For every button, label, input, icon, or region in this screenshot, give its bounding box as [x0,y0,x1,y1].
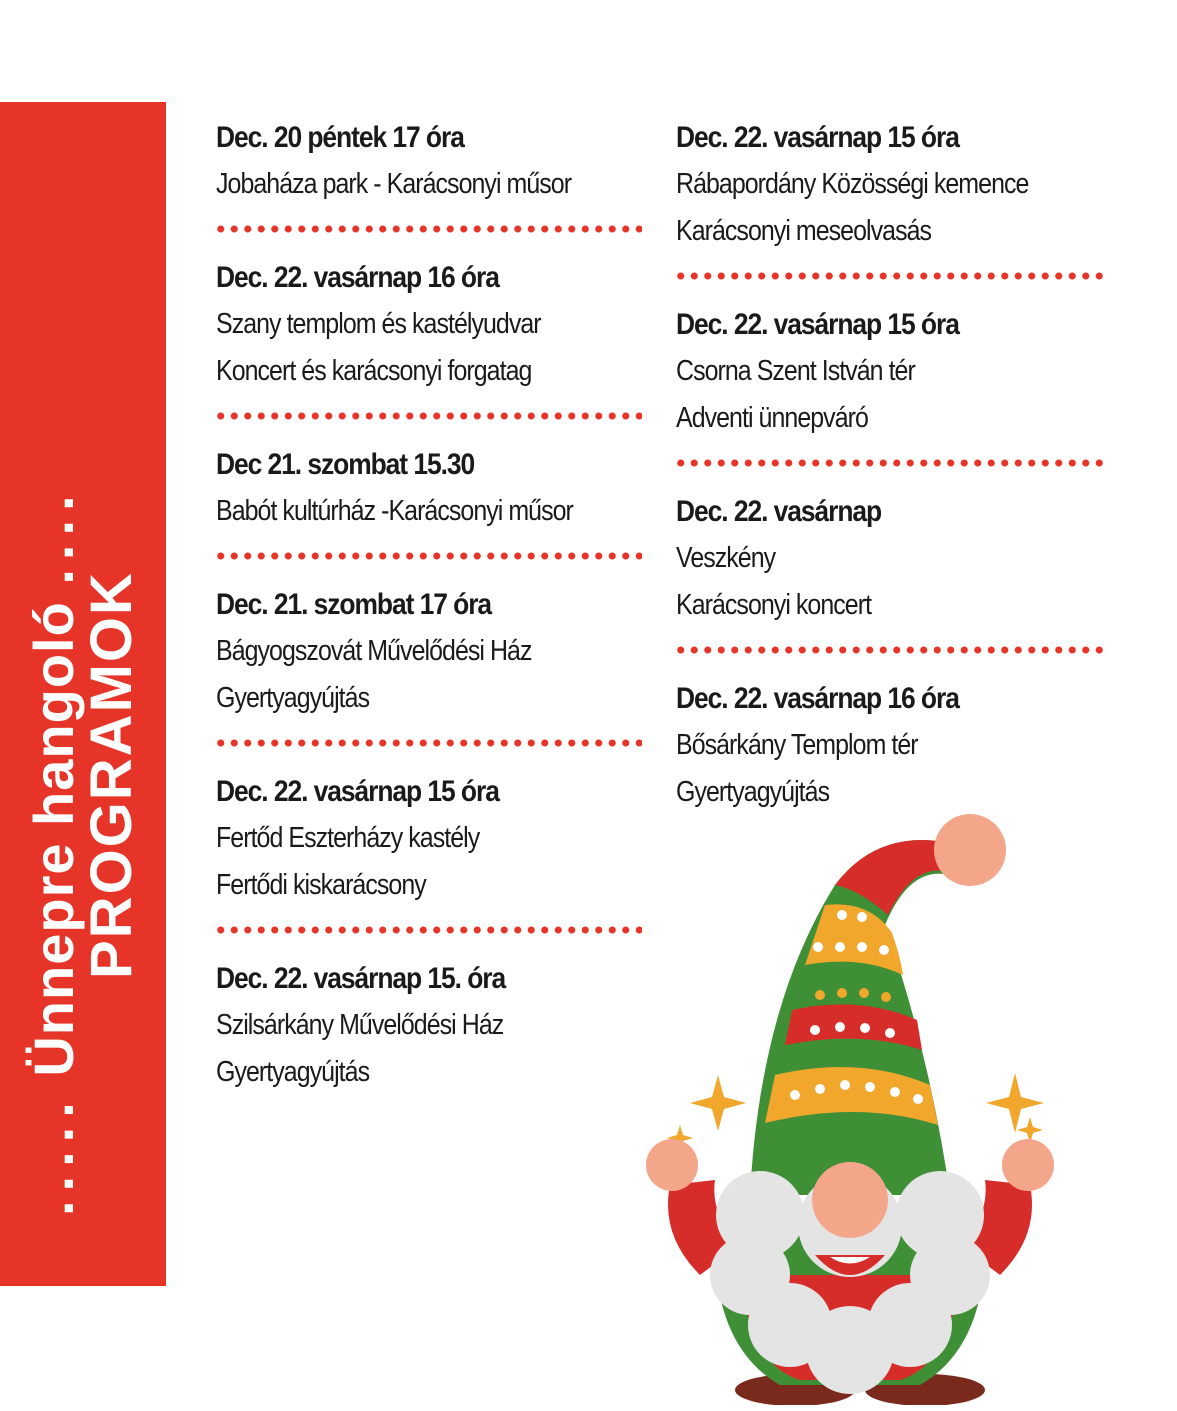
event-detail: Adventi ünnepváró [676,402,868,434]
dotted-divider [214,224,642,234]
sidebar-heading: PROGRAMOK [78,571,144,979]
event-detail: Jobaháza park - Karácsonyi műsor [216,168,572,200]
event-detail: Rábapordány Közösségi kemence [676,168,1029,200]
event-detail: Koncert és karácsonyi forgatag [216,355,532,387]
event-detail: Bősárkány Templom tér [676,729,918,761]
event-item [216,955,646,1096]
dotted-divider [674,645,1104,655]
event-detail: Karácsonyi koncert [676,589,872,621]
event-detail: Bágyogszovát Művelődési Ház [216,635,532,667]
event-item [216,581,646,722]
event-date: Dec. 22. vasárnap 15 óra [676,121,959,154]
sidebar-title-line1 [21,246,85,1346]
sidebar-subtitle: Ünnepre hangoló [21,601,85,1077]
event-item [676,301,1116,442]
event-date: Dec. 22. vasárnap [676,495,882,528]
event-detail: Gyertyagyújtás [216,682,370,714]
event-detail: Szany templom és kastélyudvar [216,308,541,340]
dotted-divider [214,551,642,561]
event-date: Dec. 22. vasárnap 16 óra [216,261,499,294]
dotted-divider [214,411,642,421]
event-detail: Gyertyagyújtás [676,776,830,808]
sidebar-dots-left: ..... [21,1093,85,1216]
event-detail: Csorna Szent István tér [676,355,915,387]
dotted-divider [214,738,642,748]
dotted-divider [674,458,1104,468]
event-date: Dec. 20 péntek 17 óra [216,121,464,154]
event-detail: Babót kultúrház -Karácsonyi műsor [216,495,573,527]
event-detail: Fertődi kiskarácsony [216,869,426,901]
event-detail: Karácsonyi meseolvasás [676,215,932,247]
event-item [216,254,646,395]
event-detail: Veszkény [676,542,776,574]
event-detail: Szilsárkány Művelődési Ház [216,1009,504,1041]
event-item [676,114,1116,255]
event-date: Dec 21. szombat 15.30 [216,448,475,481]
event-detail: Fertőd Eszterházy kastély [216,822,480,854]
event-item [676,675,1116,816]
event-detail: Gyertyagyújtás [216,1056,370,1088]
events-right-column [676,114,1116,816]
sidebar-banner [0,102,166,1286]
dotted-divider [674,271,1104,281]
sidebar-title [21,246,144,1346]
event-date: Dec. 22. vasárnap 15. óra [216,962,506,995]
event-date: Dec. 22. vasárnap 15 óra [216,775,499,808]
dotted-divider [214,925,642,935]
event-item [216,768,646,909]
events-left-column [216,114,646,1096]
event-date: Dec. 21. szombat 17 óra [216,588,492,621]
event-item [216,114,646,208]
sidebar-dots-right: .... [21,486,85,585]
event-item [676,488,1116,629]
event-item [216,441,646,535]
event-date: Dec. 22. vasárnap 16 óra [676,682,959,715]
christmas-gnome-illustration [630,805,1070,1405]
event-date: Dec. 22. vasárnap 15 óra [676,308,959,341]
